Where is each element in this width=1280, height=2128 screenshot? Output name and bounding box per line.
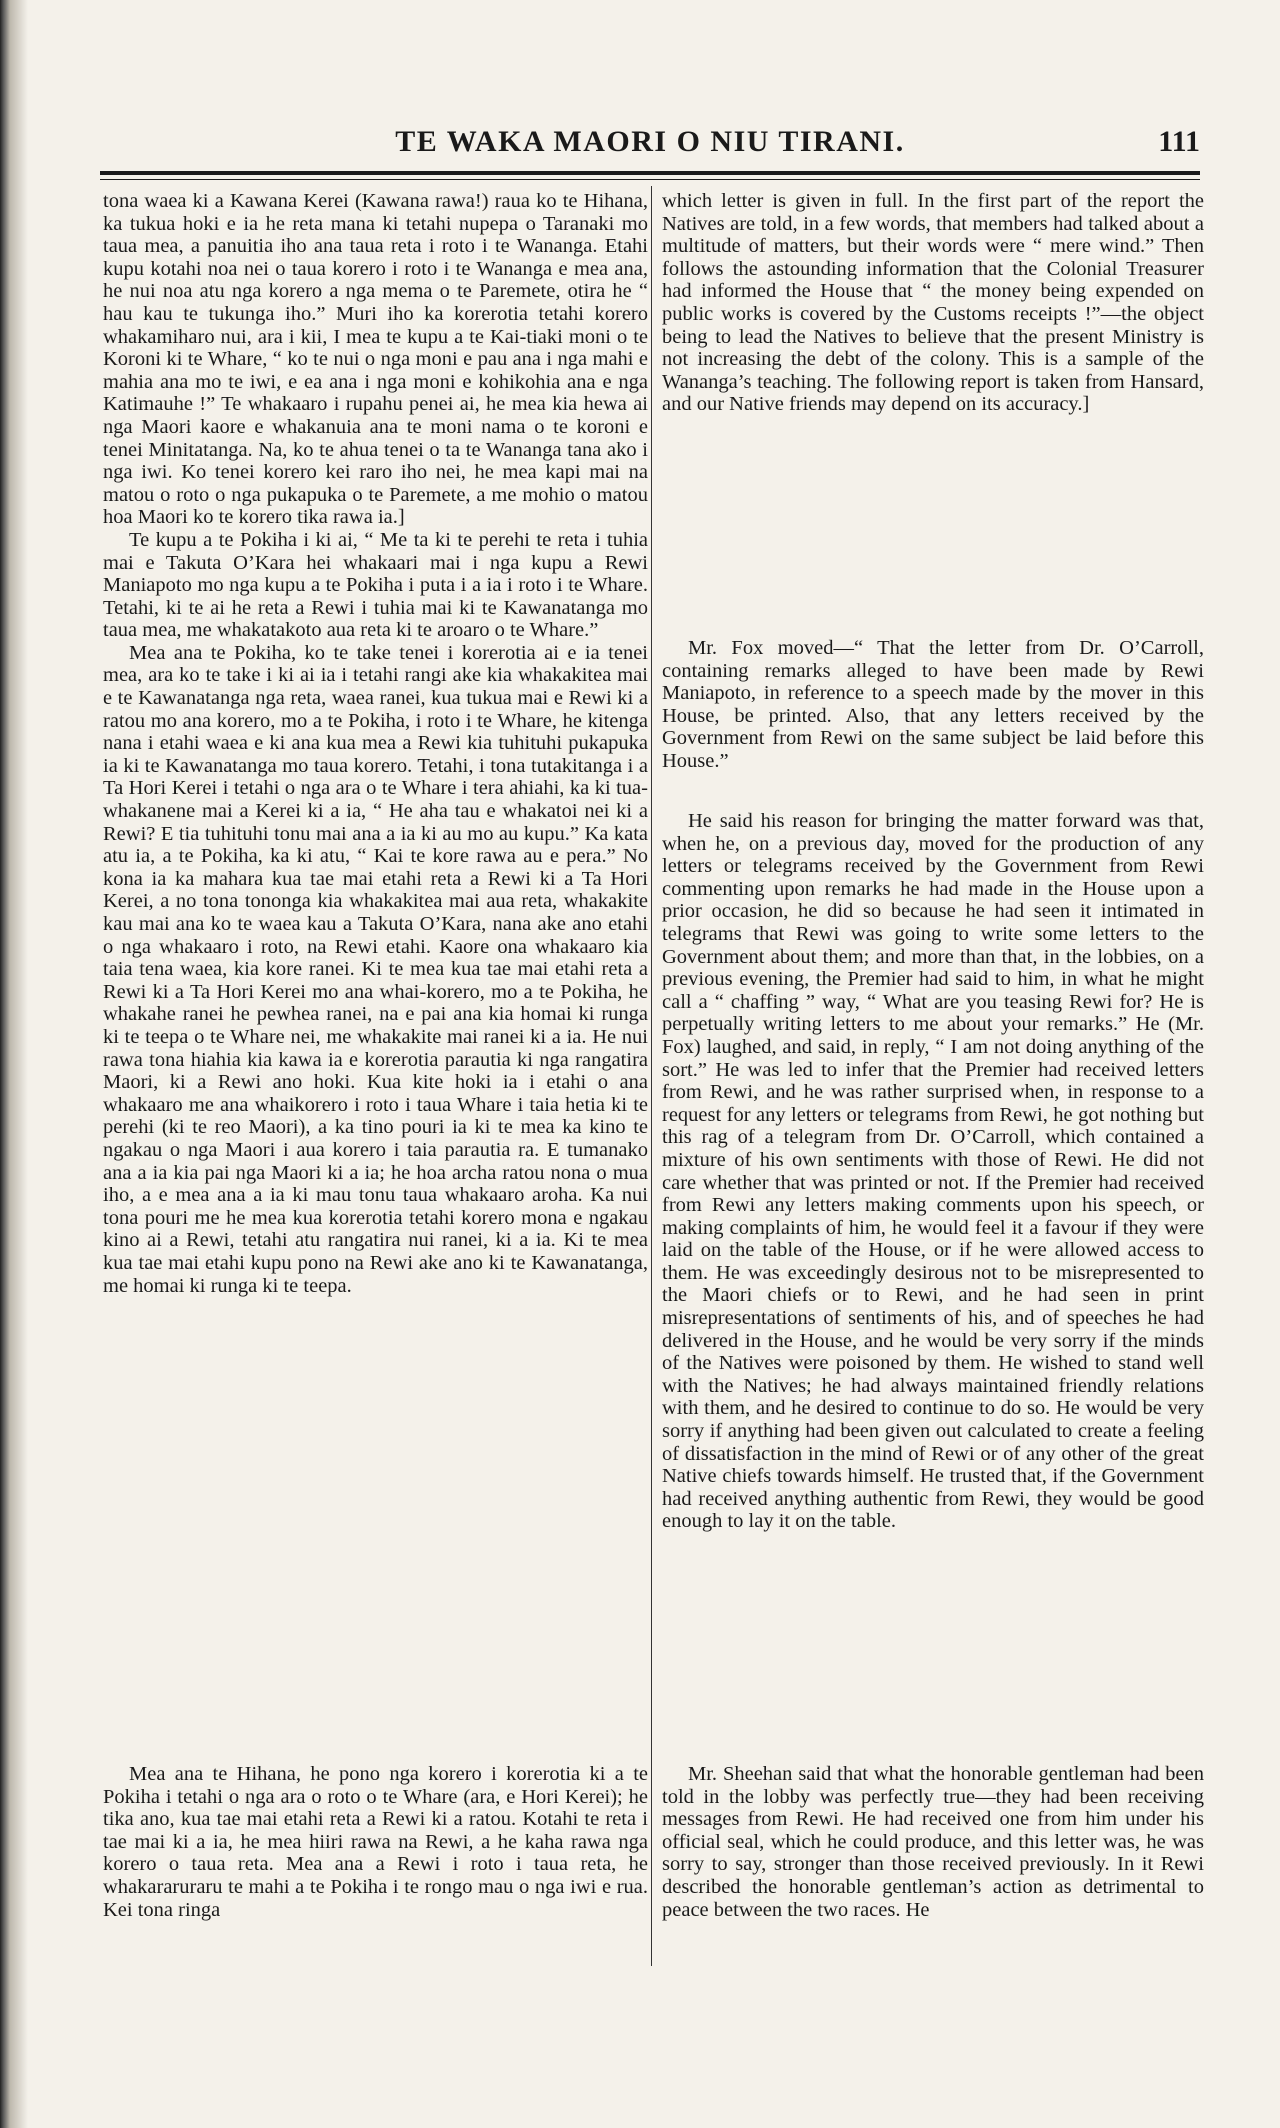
right-paragraph-1: which letter is given in full. In the first part of the report the Natives are told, in a few words, that members had talked about a multitude of matters, but their words were “ mere wind.” Then follows the astounding information that the Colonial Treasurer had informed the House that “ the money being expended on public works is covered by the Customs receipts !”—the object being to lead the Natives to believe that the present Ministry is not increasing the debt of the colony. This is a sample of the Wananga’s teaching. The following report is taken from Hansard, and our Native friends may depend on its accuracy.] xyxy=(662,190,1204,416)
left-column xyxy=(103,190,648,1297)
right-paragraph-4: Mr. Sheehan said that what the honorable gentleman had been told in the lobby was perfectly true—they had been receiving messages from Rewi. He had received one from him under his official seal, which he could produce, and this letter was, he was sorry to say, stronger than those received previously. In it Rewi described the honorable gentleman’s action as detrimental to peace between the two races. He xyxy=(662,1763,1204,1921)
right-paragraph-2: Mr. Fox moved—“ That the letter from Dr. O’Carroll, containing remarks alleged to have been made by Rewi Maniapoto, in reference to a speech made by the mover in this House, be printed. Also, that any letters received by the Government from Rewi on the same subject be laid before this House.” xyxy=(662,637,1204,772)
page-header xyxy=(100,118,1200,166)
right-column-motion xyxy=(662,637,1204,773)
right-column-top xyxy=(662,190,1204,416)
left-column-bottom xyxy=(103,1763,648,1921)
header-rule-thick xyxy=(100,171,1200,175)
right-column-speech xyxy=(662,810,1204,1533)
right-paragraph-3: He said his reason for bringing the matter forward was that, when he, on a previous day, moved for the production of any letters or telegrams received by the Government from Rewi commenting upon remarks he had made in the House upon a prior occasion, he did so because he had seen it intimated in telegrams that Rewi was going to write some letters to the Government about them; and more than that, in the lobbies, on a previous evening, the Premier had said to him, in what he might call a “ chaffing ” way, “ What are you teasing Rewi for? He is perpetually writing letters to me about your remarks.” He (Mr. Fox) laughed, and said, in reply, “ I am not doing anything of the sort.” He was led to infer that the Premier had received letters from Rewi, and he was rather surprised when, in response to a request for any letters or telegrams from Rewi, he got nothing but this rag of a telegram from Dr. O’Carroll, which contained a mixture of his own sentiments with those of Rewi. He did not care whether that was printed or not. If the Premier had received from Rewi any letters making comments upon his speech, or making complaints of him, he would feel it a favour if they were laid on the table of the House, or if he were allowed access to them. He was exceedingly desirous not to be misrepresented to the Maori chiefs or to Rewi, and he had seen in print misrepresentations of sentiments of his, and of speeches he had delivered in the House, and he would be very sorry if the minds of the Natives were poisoned by them. He wished to stand well with the Natives; he had always maintained friendly relations with them, and he desired to continue to do so. He would be very sorry if anything had been given out calculated to create a feeling of dissatisfaction in the mind of Rewi or of any other of the great Native chiefs towards himself. He trusted that, if the Government had received anything authentic from Rewi, they would be good enough to lay it on the table. xyxy=(662,810,1204,1533)
right-column-bottom xyxy=(662,1763,1204,1921)
running-title: TE WAKA MAORI O NIU TIRANI. xyxy=(395,125,905,158)
page-binding-edge xyxy=(0,0,28,2128)
left-paragraph-2: Te kupu a te Pokiha i ki ai, “ Me ta ki te perehi te reta i tuhia mai e Takuta O’Kara hei whakaari mai i nga kupu a Rewi Maniapoto mo nga kupu a te Pokiha i puta i a ia i roto i te Whare. Tetahi, ki te ai he reta a Rewi i tuhia mai ki te Kawanatanga mo taua mea, me whakatakoto aua reta ki te aroaro o te Whare.” xyxy=(103,528,648,642)
left-paragraph-1: tona waea ki a Kawana Kerei (Kawana rawa!) raua ko te Hihana, ka tukua hoki e ia he reta mana ki tetahi nupepa o Taranaki mo taua mea, a panuitia iho ana taua reta i roto i te Wananga. Etahi kupu kotahi noa nei o taua korero i roto i te Wananga e mea ana, he nui noa atu nga korero a nga mema o te Paremete, otira he “ hau kau te tukunga iho.” Muri iho ka korerotia tetahi korero whakamiharo nui, ara i kii, I mea te kupu a te Kai-tiaki moni o te Koroni ki te Whare, “ ko te nui o nga moni e pau ana i nga mahi e mahia ana mo te iwi, e ea ana i nga moni e kohikohia ana e nga Katimauhe !” Te whakaaro i rupahu penei ai, he mea kia hewa ai nga Maori kaore e whakanuia ana te moni nama o te koroni e tenei Minitatanga. Na, ko te ahua tenei o ta te Wananga tana ako i nga iwi. Ko tenei korero kei raro iho nei, he mea kapi mai na matou o roto o nga pukapuka o te Paremete, a me mohio o matou hoa Maori ko te korero tika rawa ia.] xyxy=(103,190,648,529)
column-divider xyxy=(651,186,652,1966)
left-paragraph-4: Mea ana te Hihana, he pono nga korero i korerotia ki a te Pokiha i tetahi o nga ara o roto o te Whare (ara, e Hori Kerei); he tika ano, kua tae mai etahi reta a Rewi ki a ratou. Kotahi te reta i tae mai ki a ia, he mea hiiri rawa na Rewi, a he kaha rawa nga korero o taua reta. Mea ana a Rewi i roto i taua reta, he whakararuraru te mahi a te Pokiha i te rongo mau o nga iwi e rua. Kei tona ringa xyxy=(103,1763,648,1921)
header-rule-thin xyxy=(100,179,1200,180)
page-number: 111 xyxy=(1158,125,1200,158)
left-paragraph-3: Mea ana te Pokiha, ko te take tenei i korerotia ai e ia tenei mea, ara ko te take i ki ai ia i tetahi rangi ake kia whakakitea mai e te Kawanatanga nga reta, waea ranei, kua tukua mai e Rewi ki a ratou mo ana korero, mo a te Pokiha, i roto i te Whare, he kitenga nana i etahi waea e ki ana kua mea a Rewi kia tuhituhi pukapuka ia ki te Kawanatanga mo taua korero. Tetahi, i tona tutakitanga i a Ta Hori Kerei i tetahi o nga ara o te Whare i tera ahiahi, ka ki tua-whakanene mai a Kerei ki a ia, “ He aha tau e whakatoi nei ki a Rewi? E tia tuhituhi tonu mai ana a ia ki au mo au kupu.” Ka kata atu ia, a te Pokiha, ka ki atu, “ Kai te kore rawa au e pera.” No kona ia ka mahara kua tae mai etahi reta a Rewi ki a Ta Hori Kerei, a no tona tononga kia whakakitea mai aua reta, whakakite kau mai ana ko te waea kau a Takuta O’Kara, nana ake ano etahi o nga whakaaro i roto, na Rewi etahi. Kaore ona whakaaro kia taia tena waea, kia kore ranei. Ki te mea kua tae mai etahi reta a Rewi ki a Ta Hori Kerei mo ana whai-korero, mo a te Pokiha, he whakahe ranei he pewhea ranei, na e pai ana kia homai ki runga ki te teepa o te Whare nei, me whakakite mai ranei ki a ia. He nui rawa tona hiahia kia kawa ia e korerotia parautia ki nga rangatira Maori, ki a Rewi ano hoki. Kua kite hoki ia i etahi o ana whakaaro me ana whaikorero i roto i taua Whare i taia hetia ki te perehi (ki te reo Maori), a ka tino pouri ia ki te mea ka kino te ngakau o nga Maori i aua korero i taia parautia ra. E tumanako ana a ia kia pai nga Maori ki a ia; he hoa archa ratou nona o mua iho, a e mea ana a ia ki mau tonu taua whakaaro aroha. Ka nui tona pouri me he mea kua korerotia tetahi korero mona e ngakau kino ai a Rewi, tetahi atu rangatira nui ranei, ki a ia. Ki te mea kua tae mai etahi kupu pono na Rewi ake ano ki te Kawanatanga, me homai ki runga ki te teepa. xyxy=(103,641,648,1297)
